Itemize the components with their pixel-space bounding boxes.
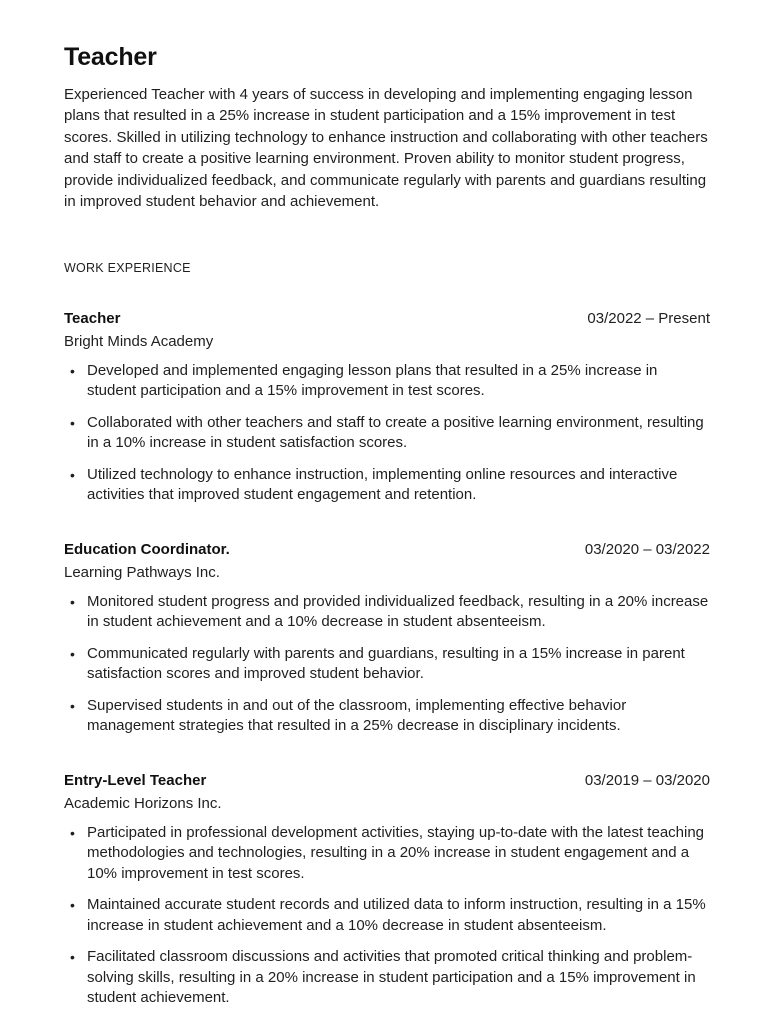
achievement-list	[64, 361, 710, 506]
entry-header	[64, 771, 710, 791]
entry-header	[64, 309, 710, 329]
job-date-range: 03/2022 – Present	[587, 309, 710, 327]
achievement-list	[64, 823, 710, 1009]
list-item: • Participated in professional development activities, staying up-to-date with the latest teaching methodologies and technologies, resulting in a 20% increase in student engagement and a 10% improvement in test scores.	[64, 823, 710, 885]
list-item: • Monitored student progress and provided individualized feedback, resulting in a 20% increase in student achievement and a 10% decrease in student absenteeism.	[64, 592, 710, 633]
job-title: Teacher	[64, 309, 121, 327]
list-item: • Developed and implemented engaging lesson plans that resulted in a 25% increase in student participation and a 15% improvement in test scores.	[64, 361, 710, 402]
company-name: Academic Horizons Inc.	[64, 794, 222, 812]
page-title: Teacher	[64, 43, 157, 71]
list-item: • Supervised students in and out of the classroom, implementing effective behavior management strategies that resulted in a 25% decrease in disciplinary incidents.	[64, 696, 710, 737]
work-experience-entry	[64, 309, 710, 506]
professional-summary: Experienced Teacher with 4 years of success in developing and implementing engaging lesson plans that resulted in a 25% increase in student participation and a 15% improvement in test scores. Skilled in utilizing technology to enhance instruction and collaborating with other teachers and staff to create a positive learning environment. Proven ability to monitor student progress, provide individualized feedback, and communicate regularly with parents and guardians resulting in improved student behavior and achievement.	[64, 85, 708, 210]
achievement-list	[64, 592, 710, 737]
job-date-range: 03/2019 – 03/2020	[584, 771, 710, 789]
list-item: • Communicated regularly with parents and guardians, resulting in a 15% increase in parent satisfaction scores and improved student behavior.	[64, 644, 710, 685]
job-title: Education Coordinator.	[64, 540, 230, 558]
list-item: • Facilitated classroom discussions and activities that promoted critical thinking and problem-solving skills, resulting in a 20% increase in student participation and a 15% improvement in student achievement.	[64, 947, 710, 1009]
work-experience-entry	[64, 771, 710, 1009]
job-title: Entry-Level Teacher	[64, 771, 207, 789]
list-item: • Collaborated with other teachers and staff to create a positive learning environment, resulting in a 10% increase in student satisfaction scores.	[64, 413, 710, 454]
company-name: Learning Pathways Inc.	[64, 563, 220, 581]
section-heading-work-experience: WORK EXPERIENCE	[64, 260, 191, 275]
job-date-range: 03/2020 – 03/2022	[584, 540, 710, 558]
list-item: • Maintained accurate student records and utilized data to inform instruction, resulting in a 15% increase in student achievement and a 10% decrease in student absenteeism.	[64, 895, 710, 936]
work-experience-entry	[64, 540, 710, 737]
list-item: • Utilized technology to enhance instruction, implementing online resources and interactive activities that improved student engagement and retention.	[64, 465, 710, 506]
entry-header	[64, 540, 710, 560]
company-name: Bright Minds Academy	[64, 332, 214, 350]
